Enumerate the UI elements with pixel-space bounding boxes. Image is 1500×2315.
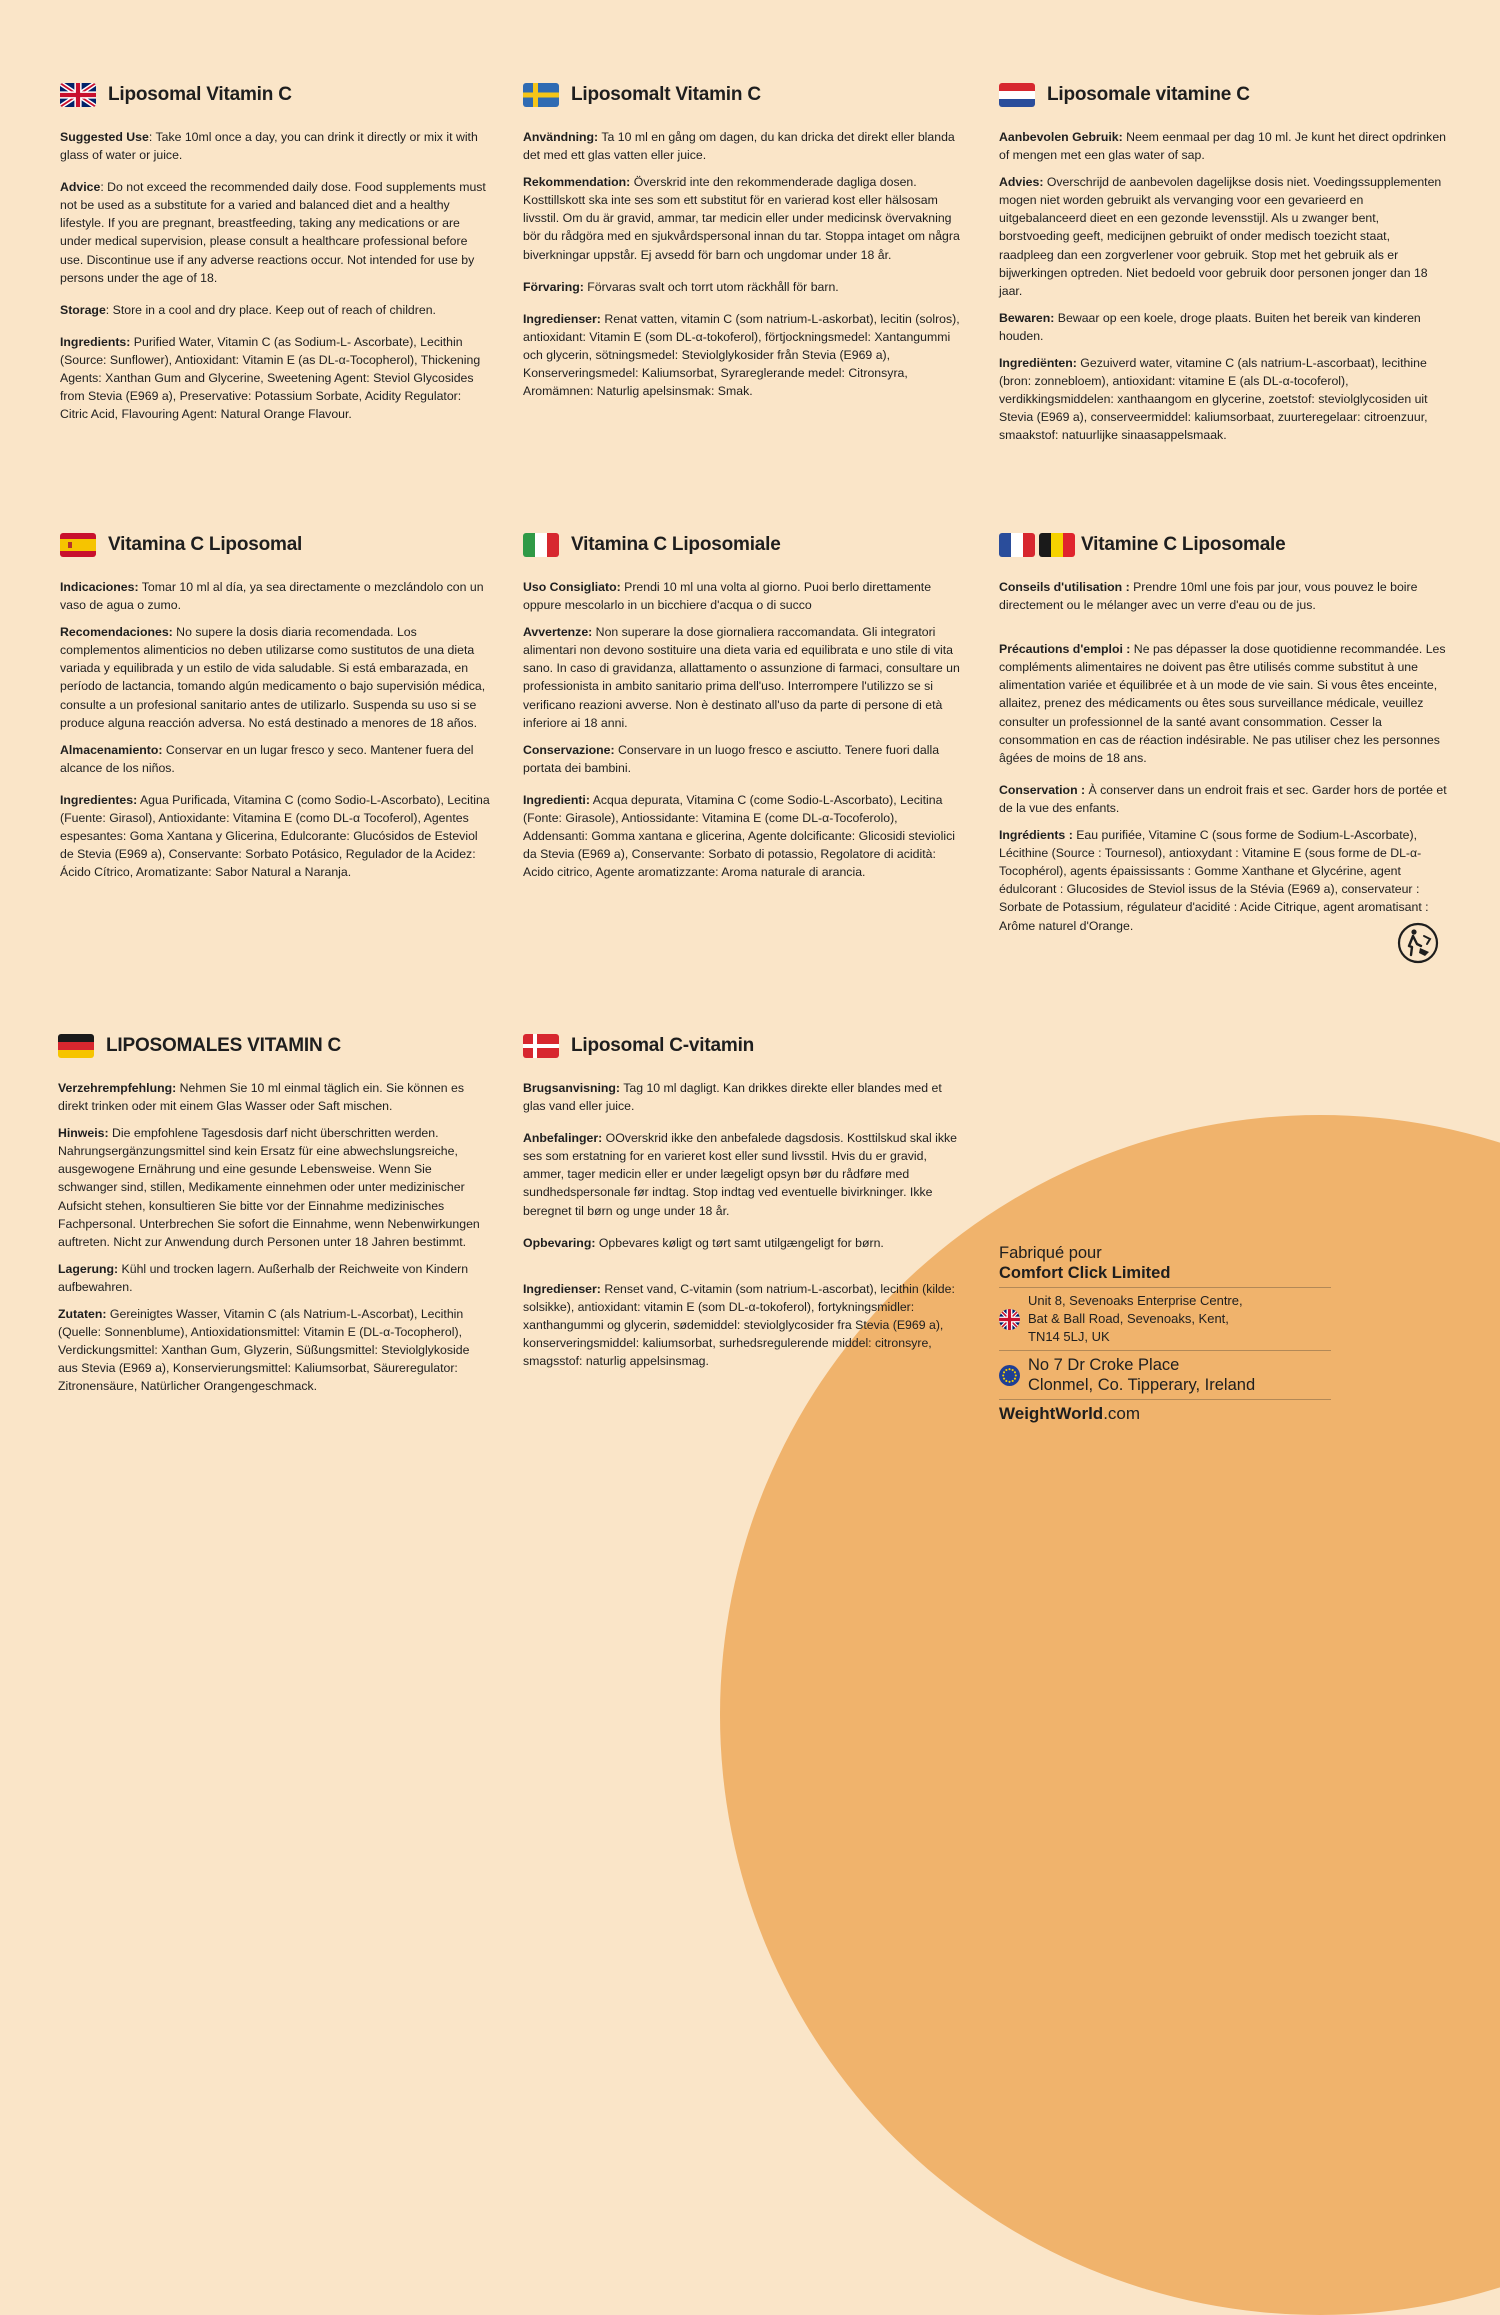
storage: Förvaring: Förvaras svalt och torrt utom räckhåll för barn.: [523, 279, 839, 294]
company-name: Comfort Click Limited: [999, 1264, 1171, 1282]
section-italian: [523, 530, 963, 890]
eu-round-flag-icon: [999, 1365, 1020, 1386]
section-title: Vitamine C Liposomale: [1081, 534, 1286, 555]
france-flag-icon: [999, 533, 1035, 557]
advice: Anbefalinger: OOverskrid ikke den anbefalede dagsdosis. Kosttilskud skal ikke ses som erstatning for en varieret kost eller sund livsstil. Hvis du er gravid, ammer, tager medicin eller er under lægeligt opsyn bør du rådføre med sundhedspersonale før indtag. Stop indtag ved eventuelle bivirkninger. Ikke beregnet til børn og unge under 18 år.: [523, 1131, 958, 1218]
section-header: [523, 1031, 963, 1061]
denmark-flag-icon: [523, 1034, 559, 1058]
suggested-use: Användning: Ta 10 ml en gång om dagen, du kan dricka det direkt eller blanda det med ett glas vatten eller juice.: [523, 130, 955, 163]
divider: [999, 1350, 1331, 1351]
storage: Conservation : À conserver dans un endroit frais et sec. Garder hors de portée et de la vue des enfants.: [999, 782, 1447, 815]
section-title: Liposomal Vitamin C: [108, 84, 292, 105]
italy-flag-icon: [523, 533, 559, 557]
uk-round-flag-icon: [999, 1309, 1020, 1330]
storage: Lagerung: Kühl und trocken lagern. Außerhalb der Reichweite von Kindern aufbewahren.: [58, 1261, 469, 1294]
advice: Hinweis: Die empfohlene Tagesdosis darf nicht überschritten werden. Nahrungsergänzungsmittel sind kein Ersatz für eine abwechslungsreiche, ausgewogene Ernährung und eine gesunde Lebensweise. Wenn Sie schwanger sind, stillen, Medikamente einnehmen oder unter medizinischer Aufsicht stehen, konsultieren Sie bitte vor der Einnahme medizinisches Fachpersonal. Unterbrechen Sie sofort die Einnahme, wenn Nebenwirkungen auftreten. Nicht zur Anwendung durch Personen unter 18 Jahren bestimmt.: [58, 1126, 480, 1249]
divider: [999, 1287, 1331, 1288]
ingredients: Zutaten: Gereinigtes Wasser, Vitamin C (als Natrium-L-Ascorbat), Lecithin (Quelle: Sonnenblume), Antioxidationsmittel: Vitamin E (DL-α-Tocopherol), Verdickungsmittel: Xanthan Gum, Glyzerin, Süßungsmittel: Steviolglykoside aus Stevia (E969 a), Konservierungsmittel: Kaliumsorbat, Säureregulator: Zitronensäure, Natürlicher Orangengeschmack.: [58, 1307, 470, 1394]
spain-flag-icon: [60, 533, 96, 557]
recycling-person-icon: [1397, 922, 1439, 964]
storage: Conservazione: Conservare in un luogo fresco e asciutto. Tenere fuori dalla portata dei bambini.: [523, 742, 940, 775]
section-title: Liposomal C-vitamin: [571, 1035, 755, 1056]
suggested-use: Verzehrempfehlung: Nehmen Sie 10 ml einmal täglich ein. Sie können es direkt trinken oder mit einem Glas Wasser oder Saft mischen.: [58, 1081, 464, 1114]
section-header: [999, 530, 1447, 560]
section-header: [60, 80, 490, 110]
section-dutch: [999, 80, 1447, 454]
ingredients: Ingrediënten: Gezuiverd water, vitamine C (als natrium-L-ascorbaat), lecithine (bron: zonnebloem), antioxidant: vitamine E (als DL-α-tocoferol), verdikkingsmiddelen: xanthaangom en glycerine, zoetstof: steviolglycosiden uit Stevia (E969 a), conserveermiddel: kaliumsorbaat, zuurteregelaar: citroenzuur, smaakstof: natuurlijke sinaasappelsmaak.: [999, 356, 1428, 443]
section-french: [999, 530, 1447, 944]
storage: Storage: Store in a cool and dry place. Keep out of reach of children.: [60, 302, 436, 317]
storage: Bewaren: Bewaar op een koele, droge plaats. Buiten het bereik van kinderen houden.: [999, 310, 1421, 343]
uk-address-line: TN14 5LJ, UK: [1028, 1329, 1110, 1344]
section-header: [523, 80, 963, 110]
uk-address-line: Unit 8, Sevenoaks Enterprise Centre,: [1028, 1293, 1243, 1308]
suggested-use: Suggested Use: Take 10ml once a day, you can drink it directly or mix it with glass of water or juice.: [60, 130, 478, 163]
section-title: Liposomale vitamine C: [1047, 84, 1250, 105]
advice: Avvertenze: Non superare la dose giornaliera raccomandata. Gli integratori alimentari non devono sostituire una dieta varia ed equilibrata e uno stile di vita sano. In caso di gravidanza, allattamento o assunzione di farmaci, consultare un professionista in ambito sanitario prima dell'uso. Interrompere l'utilizzo se si verificano reazioni avverse. Non è destinato all'uso da parte di persone di età inferiore ai 18 anni.: [523, 625, 960, 730]
uk-address-line: Bat & Ball Road, Sevenoaks, Kent,: [1028, 1311, 1229, 1326]
section-title: Vitamina C Liposomiale: [571, 534, 781, 555]
section-title: LIPOSOMALES VITAMIN C: [106, 1035, 342, 1056]
sweden-flag-icon: [523, 83, 559, 107]
germany-flag-icon: [58, 1034, 94, 1058]
ingredients: Ingredienti: Acqua depurata, Vitamina C (come Sodio-L-Ascorbato), Lecitina (Fonte: Girasole), Antiossidante: Vitamina E (come DL-α-Tocoferolo), Addensanti: Gomma xantana e glicerina, Agente dolcificante: Glicosidi steviolici da Stevia (E969 a), Conservante: Sorbato di potassio, Regolatore di acidità: Acido citrico, Agente aromatizzante: Aroma naturale di arancia.: [523, 792, 955, 880]
section-header: [58, 1031, 490, 1061]
section-header: [523, 530, 963, 560]
advice: Recomendaciones: No supere la dosis diaria recomendada. Los complementos alimenticios no deben utilizarse como sustitutos de una dieta variada y equilibrada y un estilo de vida saludable. Si está embarazada, en período de lactancia, tomando algún medicamento o bajo supervisión médica, consulte a un profesional sanitario antes de utilizarlo. Suspenda su uso si se produce alguna reacción adversa. No está destinado a menores de 18 años.: [60, 625, 486, 730]
ingredients: Ingredients: Purified Water, Vitamin C (as Sodium-L- Ascorbate), Lecithin (Source: Sunflower), Antioxidant: Vitamin E (as DL-α-Tocopherol), Thickening Agents: Xanthan Gum and Glycerine, Sweetening Agent: Steviol Glycosides from Stevia (E969 a), Preservative: Potassium Sorbate, Acidity Regulator: Citric Acid, Flavouring Agent: Natural Orange Flavour.: [60, 334, 481, 422]
made-for-label: Fabriqué pour: [999, 1244, 1102, 1262]
section-header: [999, 80, 1447, 110]
manufacturer-address: [999, 1243, 1331, 1424]
ingredients: Ingredientes: Agua Purificada, Vitamina C (como Sodio-L-Ascorbato), Lecitina (Fuente: Girasol), Antioxidante: Vitamina E (como DL-α Tocoferol), Agentes espesantes: Goma Xantana y Glicerina, Edulcorante: Glucósidos de Esteviol de Stevia (E969 a), Conservante: Sorbato Potásico, Regulador de la Acidez: Ácido Cítrico, Aromatizante: Sabor Natural a Naranja.: [60, 792, 490, 880]
ingredients: Ingredienser: Renat vatten, vitamin C (som natrium-L-askorbat), lecitin (solros), antioxidant: Vitamin E (som DL-α-tokoferol), förtjockningsmedel: Xantangummi och glycerin, sötningsmedel: Steviolglykosider från Stevia (E969 a), Konserveringsmedel: Kaliumsorbat, Syrareglerande medel: Citronsyra, Aromämnen: Naturlig apelsinsmak: Smak.: [523, 311, 960, 399]
advice: Advies: Overschrijd de aanbevolen dagelijkse dosis niet. Voedingssupplementen mogen niet worden gebruikt als vervanging voor een gevarieerd en uitgebalanceerd dieet en een gezonde levensstijl. Als u zwanger bent, borstvoeding geeft, medicijnen gebruikt of onder medisch toezicht staat, raadpleeg dan een zorgverlener voor gebruik. Stop met het gebruik als er bijwerkingen optreden. Niet bedoeld voor gebruik door personen jonger dan 18 jaar.: [999, 175, 1442, 298]
suggested-use: Uso Consigliato: Prendi 10 ml una volta al giorno. Puoi berlo direttamente oppure mescolarlo in un bicchiere d'acqua o di succo: [523, 580, 932, 613]
netherlands-flag-icon: [999, 83, 1035, 107]
ie-address-line: Clonmel, Co. Tipperary, Ireland: [1028, 1376, 1256, 1394]
section-title: Vitamina C Liposomal: [108, 534, 303, 555]
section-german: [58, 1031, 490, 1405]
section-header: [60, 530, 490, 560]
suggested-use: Conseils d'utilisation : Prendre 10ml une fois par jour, vous pouvez le boire directement ou le mélanger avec un verre d'eau ou de jus.: [999, 580, 1418, 613]
uk-address: [999, 1292, 1331, 1346]
section-swedish: [523, 80, 963, 409]
storage: Opbevaring: Opbevares køligt og tørt samt utilgængeligt for børn.: [523, 1235, 884, 1250]
divider: [999, 1399, 1331, 1400]
suggested-use: Aanbevolen Gebruik: Neem eenmaal per dag 10 ml. Je kunt het direct opdrinken of mengen met een glas water of sap.: [999, 130, 1447, 163]
ie-address-line: No 7 Dr Croke Place: [1028, 1356, 1180, 1374]
uk-flag-icon: [60, 83, 96, 107]
advice: Rekommendation: Överskrid inte den rekommenderade dagliga dosen. Kosttillskott ska inte ses som ett substitut för en varierad kost eller hälsosam livsstil. Om du är gravid, ammar, tar medicin eller under medicinsk övervakning bör du rådgöra med en sjukvårdspersonal innan du tar. Stoppa intaget om några biverkningar uppstår. Ej avsedd för barn och ungdomar under 18 år.: [523, 175, 960, 262]
advice: Advice: Do not exceed the recommended daily dose. Food supplements must not be used as a substitute for a varied and balanced diet and a healthy lifestyle. If you are pregnant, breastfeeding, taking any medications or are under medical supervision, please consult a healthcare professional before use. Discontinue use if any adverse reactions occur. Not intended for use by persons under the age of 18.: [60, 180, 486, 285]
section-english: [60, 80, 490, 432]
section-title: Liposomalt Vitamin C: [571, 84, 761, 105]
ingredients: Ingredienser: Renset vand, C-vitamin (som natrium-L-ascorbat), lecithin (kilde: solsikke), antioxidant: vitamin E (som DL-α-tokoferol), fortykningsmidler: xanthangummi og glycerin, sødemiddel: steviolglycosider fra Stevia (E969 a), konserveringsmiddel: kaliumsorbat, surhedsregulerende middel: citronsyre, smagsstof: naturlig appelsinsmag.: [523, 1281, 955, 1369]
ie-address: [999, 1355, 1331, 1395]
section-danish: [523, 1031, 963, 1379]
ingredients: Ingrédients : Eau purifiée, Vitamine C (sous forme de Sodium-L-Ascorbate), Lécithine (Source : Tournesol), antioxydant : Vitamine E (sous forme de DL-α-Tocophérol), agents épaississants : Gomme Xanthane et Glycérine, agent édulcorant : Glucosides de Steviol issus de la Stévia (E969 a), conservateur : Sorbate de Potassium, régulateur d'acidité : Acide Citrique, agent aromatisant : Arôme naturel d'Orange.: [999, 828, 1429, 933]
belgium-flag-icon: [1039, 533, 1075, 557]
storage: Almacenamiento: Conservar en un lugar fresco y seco. Mantener fuera del alcance de los niños.: [60, 742, 474, 775]
brand-website: WeightWorld.com: [999, 1404, 1141, 1423]
suggested-use: Brugsanvisning: Tag 10 ml dagligt. Kan drikkes direkte eller blandes med et glas vand eller juice.: [523, 1081, 942, 1114]
suggested-use: Indicaciones: Tomar 10 ml al día, ya sea directamente o mezclándolo con un vaso de agua o zumo.: [60, 580, 484, 613]
advice: Précautions d'emploi : Ne pas dépasser la dose quotidienne recommandée. Les compléments alimentaires ne doivent pas être utilisés comme substitut à une alimentation variée et équilibrée et à un mode de vie sain. Si vous êtes enceinte, allaitez, prenez des médicaments ou êtes sous surveillance médicale, veuillez consulter un professionnel de la santé avant consommation. Cesser la consommation en cas de réaction indésirable. Ne pas utiliser chez les personnes âgées de moins de 18 ans.: [999, 642, 1446, 765]
section-spanish: [60, 530, 490, 890]
